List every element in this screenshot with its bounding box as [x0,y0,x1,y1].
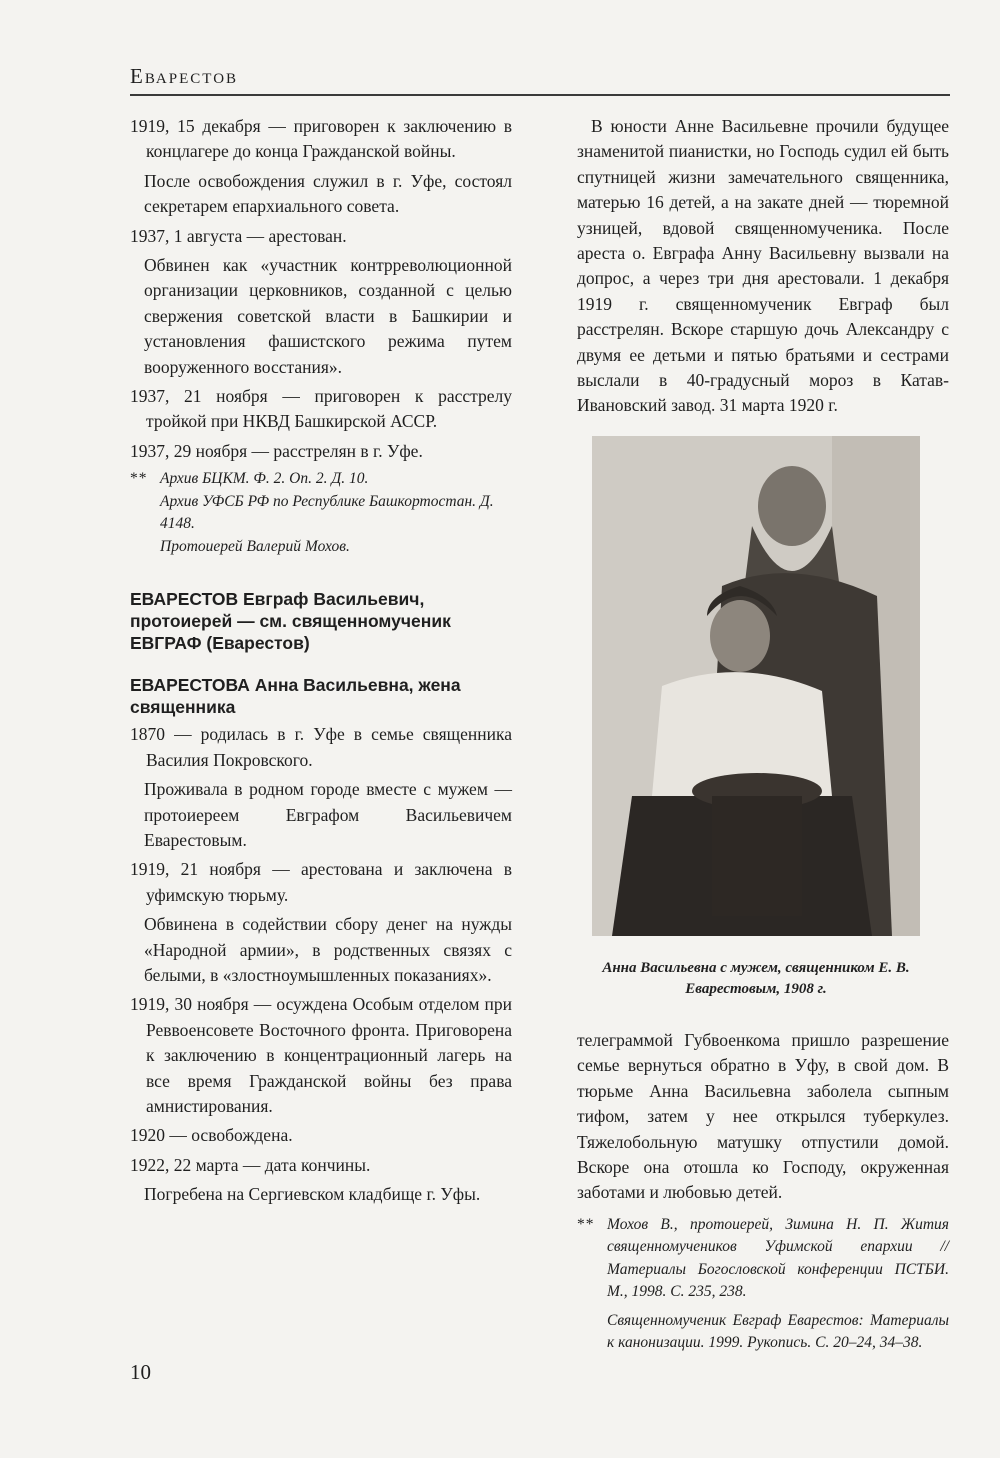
paragraph: Погребена на Сергиевском кладбище г. Уфы. [144,1184,481,1205]
paragraph: 1870 — родилась в г. Уфе в семье священника Василия Покровского. [130,724,512,770]
paragraph: телеграммой Губвоенкома пришло разрешение семье вернуться обратно в Уфу, в свой дом. В тюрьме Анна Васильевна заболела сыпным тифом, затем у нее открылся туберкулез. Тяжелобольную матушку отпустили домой. Вскоре она отошла ко Господу, окруженная заботами и любовью детей. [577,1030,949,1203]
paragraph: 1919, 30 ноября — осуждена Особым отделом при Реввоенсовете Восточного фронта. Приговорена к заключению в концентрационный лагерь на все время Гражданской войны без права амнистирования. [130,994,512,1116]
paragraph: Обвинен как «участник контрреволюционной организации церковников, созданной с целью свержения советской власти в Башкирии и установления фашистского режима путем вооруженного восстания». [144,255,512,377]
paragraph: После освобождения служил в г. Уфе, состоял секретарем епархиального совета. [144,170,512,217]
paragraph: 1919, 21 ноября — арестована и заключена в уфимскую тюрьму. [130,859,512,905]
source-mark: ** [130,470,148,488]
source-list [577,1214,949,1355]
photo-portrait-illustration [592,436,920,936]
paragraph: Обвинена в содействии сбору денег на нужды «Народной армии», в родственных связях с белыми, в «злостноумышленных показаниях». [144,914,512,985]
source-item: Архив УФСБ РФ по Республике Башкортостан. Д. 4148. [160,492,494,533]
source-list [130,468,512,558]
entry-heading: ЕВАРЕСТОВ Евграф Васильевич, протоиерей — см. священномученик ЕВГРАФ (Еварестов) [130,589,451,654]
photo-caption: Анна Васильевна с мужем, священником Е. В. Еварестовым, 1908 г. [602,960,910,997]
running-header: Еварестов [130,64,239,88]
paragraph: В юности Анне Васильевне прочили будущее знаменитой пианистки, но Господь судил ей быть спутницей жизни замечательного священника, матерью 16 детей, а на закате дней — тюремной узницей, вдовой священномученика. После ареста о. Евграфа Анну Васильевну вызвали на допрос, а через три дня арестовали. 1 декабря 1919 г. священномученик Евграф был расстрелян. Вскоре старшую дочь Александру с двумя ее детьми и пятью братьями и сестрами выслали в 40-градусный мороз в Катав-Ивановский завод. 31 марта 1920 г. [577,116,949,416]
page-number: 10 [130,1360,151,1384]
paragraph: 1937, 21 ноября — приговорен к расстрелу тройкой при НКВД Башкирской АССР. [130,386,512,432]
source-item: Священномученик Евграф Еварестов: Материалы к канонизации. 1999. Рукопись. С. 20–24, 34–38. [607,1311,949,1352]
paragraph: 1937, 1 августа — арестован. [130,225,347,246]
right-column-top [577,114,949,419]
photograph [592,436,920,936]
header-rule [130,94,950,96]
source-mark: ** [577,1215,595,1233]
paragraph: 1920 — освобождена. [130,1125,293,1146]
right-column-bottom [577,1028,949,1355]
paragraph: Проживала в родном городе вместе с мужем — протоиереем Евграфом Васильевичем Еварестовым. [144,779,512,850]
paragraph: 1919, 15 декабря — приговорен к заключению в концлагере до конца Гражданской войны. [130,116,512,162]
entry-heading: ЕВАРЕСТОВА Анна Васильевна, жена священника [130,675,461,718]
source-author: Протоиерей Валерий Мохов. [160,537,350,555]
left-column [130,114,512,1208]
source-item: ** Архив БЦКМ. Ф. 2. Оп. 2. Д. 10. [130,468,512,491]
paragraph: 1937, 29 ноября — расстрелян в г. Уфе. [130,440,423,461]
source-item: ** Мохов В., протоиерей, Зимина Н. П. Жития священномучеников Уфимской епархии // Материалы Богословской конференции ПСТБИ. М., 1998. С. 235, 238. [577,1214,949,1304]
paragraph: 1922, 22 марта — дата кончины. [130,1154,371,1175]
